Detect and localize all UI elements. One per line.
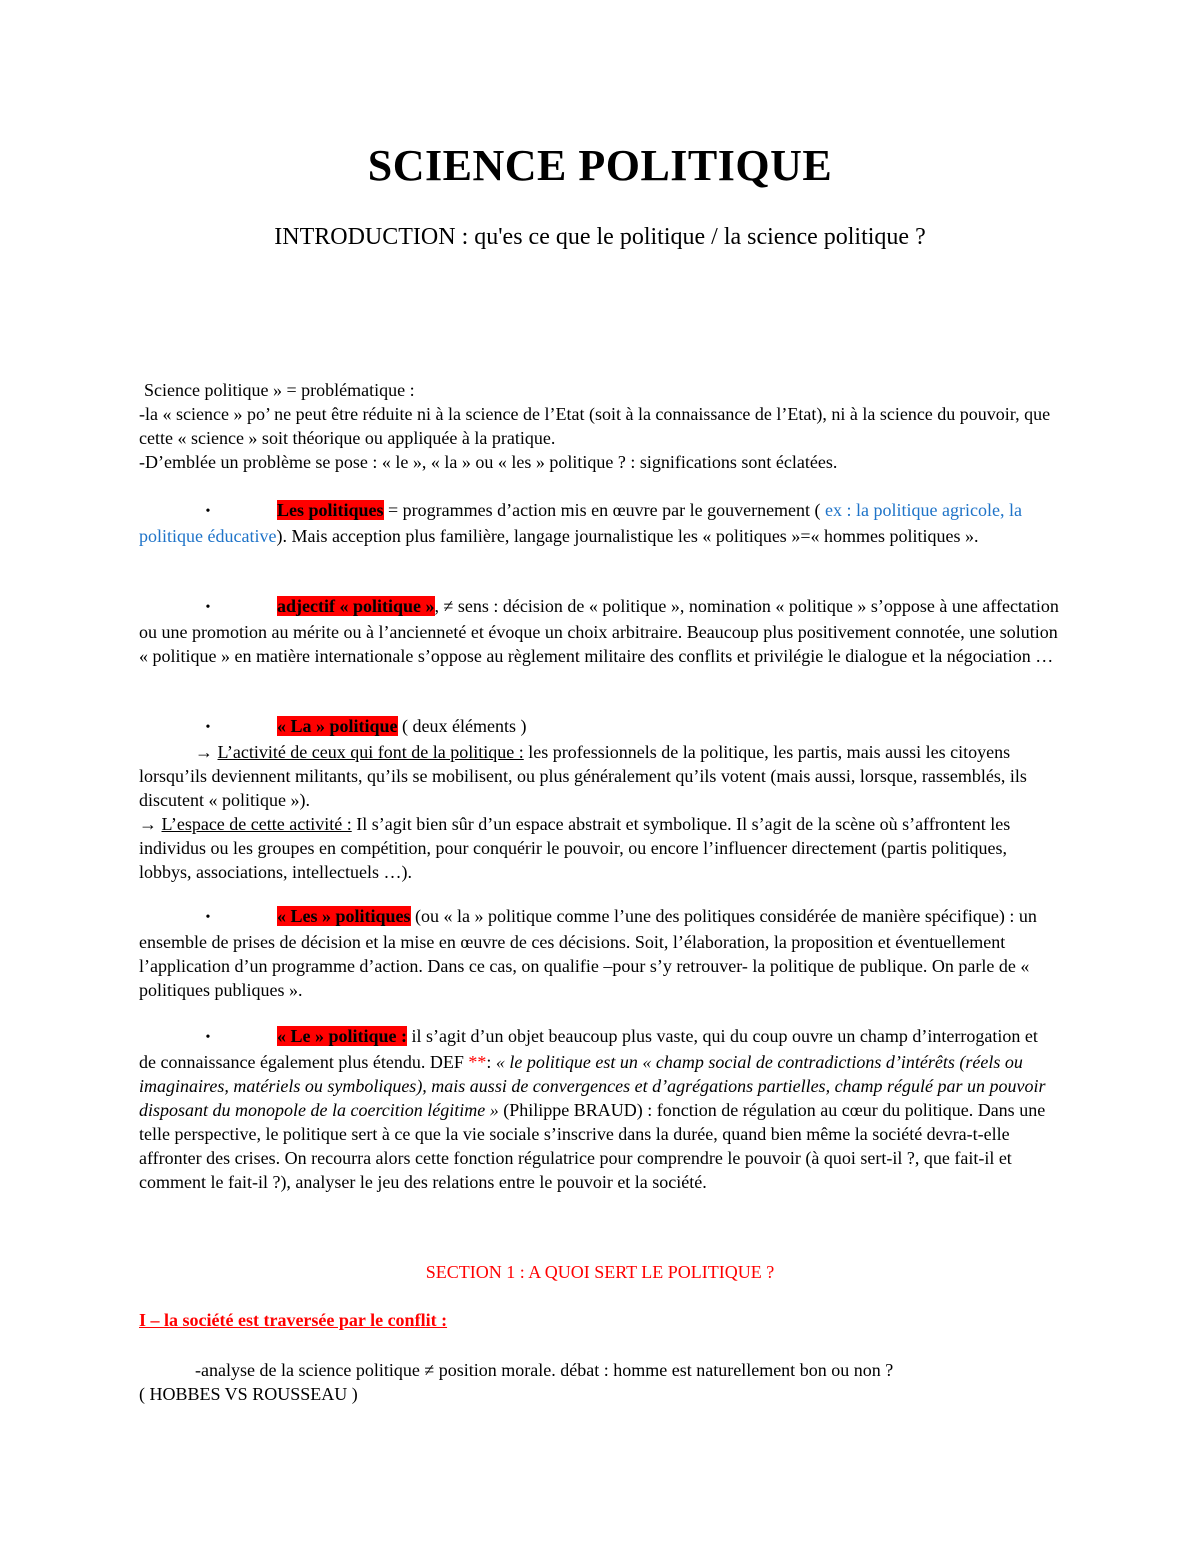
bullet-label: « Les » politiques (277, 906, 411, 926)
part-heading: I – la société est traversée par le conflit : (139, 1310, 448, 1330)
section-heading: SECTION 1 : A QUOI SERT LE POLITIQUE ? (425, 1262, 775, 1282)
bullet-icon: • (205, 910, 211, 925)
bullet-text: = programmes d’action mis en œuvre par le gouvernement ( (383, 500, 826, 520)
sub-heading-activite: L’activité de ceux qui font de la politique : (217, 742, 524, 762)
bullet-item-la-politique (139, 714, 1059, 884)
intro-line-1: Science politique » = problématique : (144, 380, 415, 400)
bullet-label: « Le » politique : (277, 1026, 408, 1046)
example-text: ex : la politique agricole, la politique éducative (139, 500, 1022, 546)
definition-quote: « le politique est un « champ social de contradictions d’intérêts (réels ou imaginaires, matériels ou symboliques), mais aussi de convergences et d’agrégations partielles, champ régulé par un pouvoir disposant du monopole de la coercition légitime » (139, 1052, 1046, 1120)
intro-line-3: -D’emblée un problème se pose : « le », « la » ou « les » politique ? : significations sont éclatées. (139, 452, 838, 472)
page-subtitle: INTRODUCTION : qu'es ce que le politique / la science politique ? (274, 224, 926, 250)
sub-text-espace: Il s’agit bien sûr d’un espace abstrait et symbolique. Il s’agit de la scène où s’affrontent les individus ou les groupes en compétition, pour conquérir le pouvoir, ou encore l’influencer directement (partis politiques, lobbys, associations, intellectuels …). (139, 814, 1011, 882)
page-title: SCIENCE POLITIQUE (367, 141, 833, 190)
bullet-text: il s’agit d’un objet beaucoup plus vaste, qui du coup ouvre un champ d’interrogation et de connaissance également plus étendu. DEF (139, 1026, 1038, 1072)
bullet-text-cont: ). Mais acception plus familière, langage journalistique les « politiques »=« hommes politiques ». (276, 526, 979, 546)
closing-paragraph (139, 1358, 1059, 1406)
closing-line-2: ( HOBBES VS ROUSSEAU ) (139, 1384, 358, 1404)
bullet-text: (ou « la » politique comme l’une des politiques considérée de manière spécifique) : un ensemble de prises de décision et la mise en œuvre de ces décisions. Soit, l’élaboration, la proposition et éventuellement l’application d’un programme d’action. Dans ce cas, on qualifie –pour s’y retrouver- la politique de publique. On parle de « politiques publiques ». (139, 906, 1037, 1000)
bullet-item-adjectif-politique (139, 594, 1059, 668)
bullet-item-le-politique (139, 1024, 1059, 1194)
sub-heading-espace: L’espace de cette activité : (161, 814, 352, 834)
bullet-text: , ≠ sens : décision de « politique », nomination « politique » s’oppose à une affectation ou une promotion au mérite ou à l’ancienneté et évoque un choix arbitraire. Beaucoup plus positivement connotée, une solution « politique » en matière internationale s’oppose au règlement militaire des conflits et privilégie le dialogue et la négociation … (139, 596, 1059, 666)
bullet-label: adjectif « politique » (277, 596, 435, 616)
bullet-icon: • (205, 1030, 211, 1045)
closing-line-1: -analyse de la science politique ≠ position morale. débat : homme est naturellement bon ou non ? (195, 1360, 894, 1380)
sub-text-activite: les professionnels de la politique, les partis, mais aussi les citoyens lorsqu’ils deviennent militants, qu’ils se mobilisent, ou plus généralement qu’ils votent (mais aussi, lorsque, rassemblés, ils discutent « politique »). (139, 742, 1027, 810)
bullet-item-les-politiques (139, 498, 1059, 548)
arrow-icon: → (139, 814, 162, 834)
intro-paragraph (139, 378, 1059, 474)
bullet-text: ( deux éléments ) (397, 716, 527, 736)
bullet-text-cont: (Philippe BRAUD) : fonction de régulation au cœur du politique. Dans une telle perspective, le politique sert à ce que la vie sociale s’inscrive dans la durée, quand bien même la société devra-t-elle affronter des crises. On recourra alors cette fonction régulatrice pour comprendre le pouvoir (à quoi sert-il ?, que fait-il et comment le fait-il ?), analyser le jeu des relations entre le pouvoir et la société. (139, 1100, 1046, 1192)
bullet-label: Les politiques (277, 500, 384, 520)
arrow-icon: → (195, 742, 218, 762)
bullet-icon: • (205, 720, 211, 735)
bullet-label: « La » politique (277, 716, 398, 736)
bullet-icon: • (205, 504, 211, 519)
bullet-icon: • (205, 600, 211, 615)
def-colon: : (486, 1052, 496, 1072)
intro-line-2: -la « science » po’ ne peut être réduite ni à la science de l’Etat (soit à la connaissance de l’Etat), ni à la science du pouvoir, que cette « science » soit théorique ou appliquée à la pratique. (139, 404, 1051, 448)
bullet-item-les-politiques-publiques (139, 904, 1059, 1002)
def-stars: ** (468, 1052, 487, 1072)
